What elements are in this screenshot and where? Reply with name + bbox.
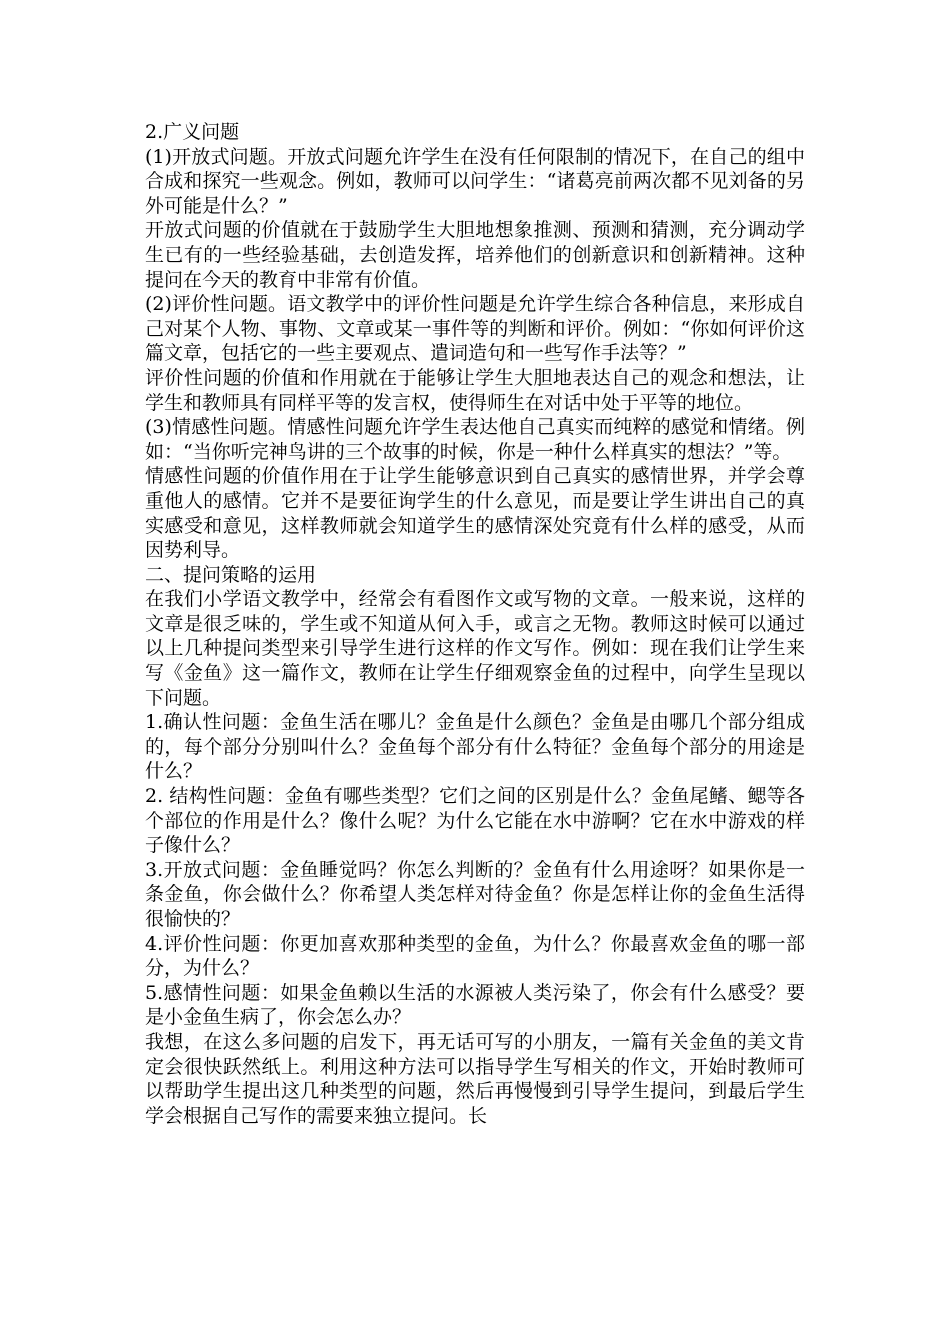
paragraph-open-questions: (1)开放式问题。开放式问题允许学生在没有任何限制的情况下，在自己的组中合成和探究一些观念。例如，教师可以问学生：“诸葛亮前两次都不见刘备的另外可能是什么？” (145, 145, 805, 217)
list-item-confirm-questions: 1.确认性问题：金鱼生活在哪儿？金鱼是什么颜色？金鱼是由哪几个部分组成的，每个部分分别叫什么？金鱼每个部分有什么特征？金鱼每个部分的用途是什么？ (145, 711, 805, 783)
paragraph-emotional-questions-value: 情感性问题的价值作用在于让学生能够意识到自己真实的感情世界，并学会尊重他人的感情。它并不是要征询学生的什么意见，而是要让学生讲出自己的真实感受和意见，这样教师就会知道学生的感情深处究竟有什么样的感受，从而因势利导。 (145, 465, 805, 562)
document-page (145, 120, 805, 1128)
list-item-open-questions: 3.开放式问题：金鱼睡觉吗？你怎么判断的？金鱼有什么用途呀？如果你是一条金鱼，你会做什么？你希望人类怎样对待金鱼？你是怎样让你的金鱼生活得很愉快的？ (145, 858, 805, 930)
list-item-emotional-questions: 5.感情性问题：如果金鱼赖以生活的水源被人类污染了，你会有什么感受？要是小金鱼生病了，你会怎么办？ (145, 981, 805, 1029)
paragraph-emotional-questions: (3)情感性问题。情感性问题允许学生表达他自己真实而纯粹的感觉和情绪。例如：“当你听完神鸟讲的三个故事的时候，你是一种什么样真实的想法？”等。 (145, 416, 805, 463)
paragraph-open-questions-value: 开放式问题的价值就在于鼓励学生大胆地想象推测、预测和猜测，充分调动学生已有的一些经验基础，去创造发挥，培养他们的创新意识和创新精神。这种提问在今天的教育中非常有价值。 (145, 219, 805, 291)
list-item-evaluative-questions: 4.评价性问题：你更加喜欢那种类型的金鱼，为什么？你最喜欢金鱼的哪一部分，为什么？ (145, 932, 805, 980)
section-heading-strategy: 二、提问策略的运用 (145, 563, 317, 586)
paragraph-evaluative-questions-value: 评价性问题的价值和作用就在于能够让学生大胆地表达自己的观念和想法，让学生和教师具有同样平等的发言权，使得师生在对话中处于平等的地位。 (145, 366, 805, 414)
section-heading-broad-questions: 2.广义问题 (145, 121, 240, 143)
paragraph-evaluative-questions: (2)评价性问题。语文教学中的评价性问题是允许学生综合各种信息，来形成自己对某个人物、事物、文章或某一事件等的判断和评价。例如：“你如何评价这篇文章，包括它的一些主要观点、遣词造句和一些写作手法等？” (145, 293, 805, 365)
paragraph-strategy-intro: 在我们小学语文教学中，经常会有看图作文或写物的文章。一般来说，这样的文章是很乏味的，学生或不知道从何入手，或言之无物。教师这时候可以通过以上几种提问类型来引导学生进行这样的作文写作。例如：现在我们让学生来写《金鱼》这一篇作文，教师在让学生仔细观察金鱼的过程中，向学生呈现以下问题。 (145, 588, 805, 709)
list-item-structural-questions: 2. 结构性问题：金鱼有哪些类型？它们之间的区别是什么？金鱼尾鳍、鳃等各个部位的作用是什么？像什么呢？为什么它能在水中游啊？它在水中游戏的样子像什么？ (145, 785, 805, 857)
paragraph-conclusion: 我想，在这么多问题的启发下，再无话可写的小朋友，一篇有关金鱼的美文肯定会很快跃然纸上。利用这种方法可以指导学生写相关的作文，开始时教师可以帮助学生提出这几种类型的问题，然后再慢慢到引导学生提问，到最后学生学会根据自己写作的需要来独立提问。长 (145, 1030, 805, 1127)
